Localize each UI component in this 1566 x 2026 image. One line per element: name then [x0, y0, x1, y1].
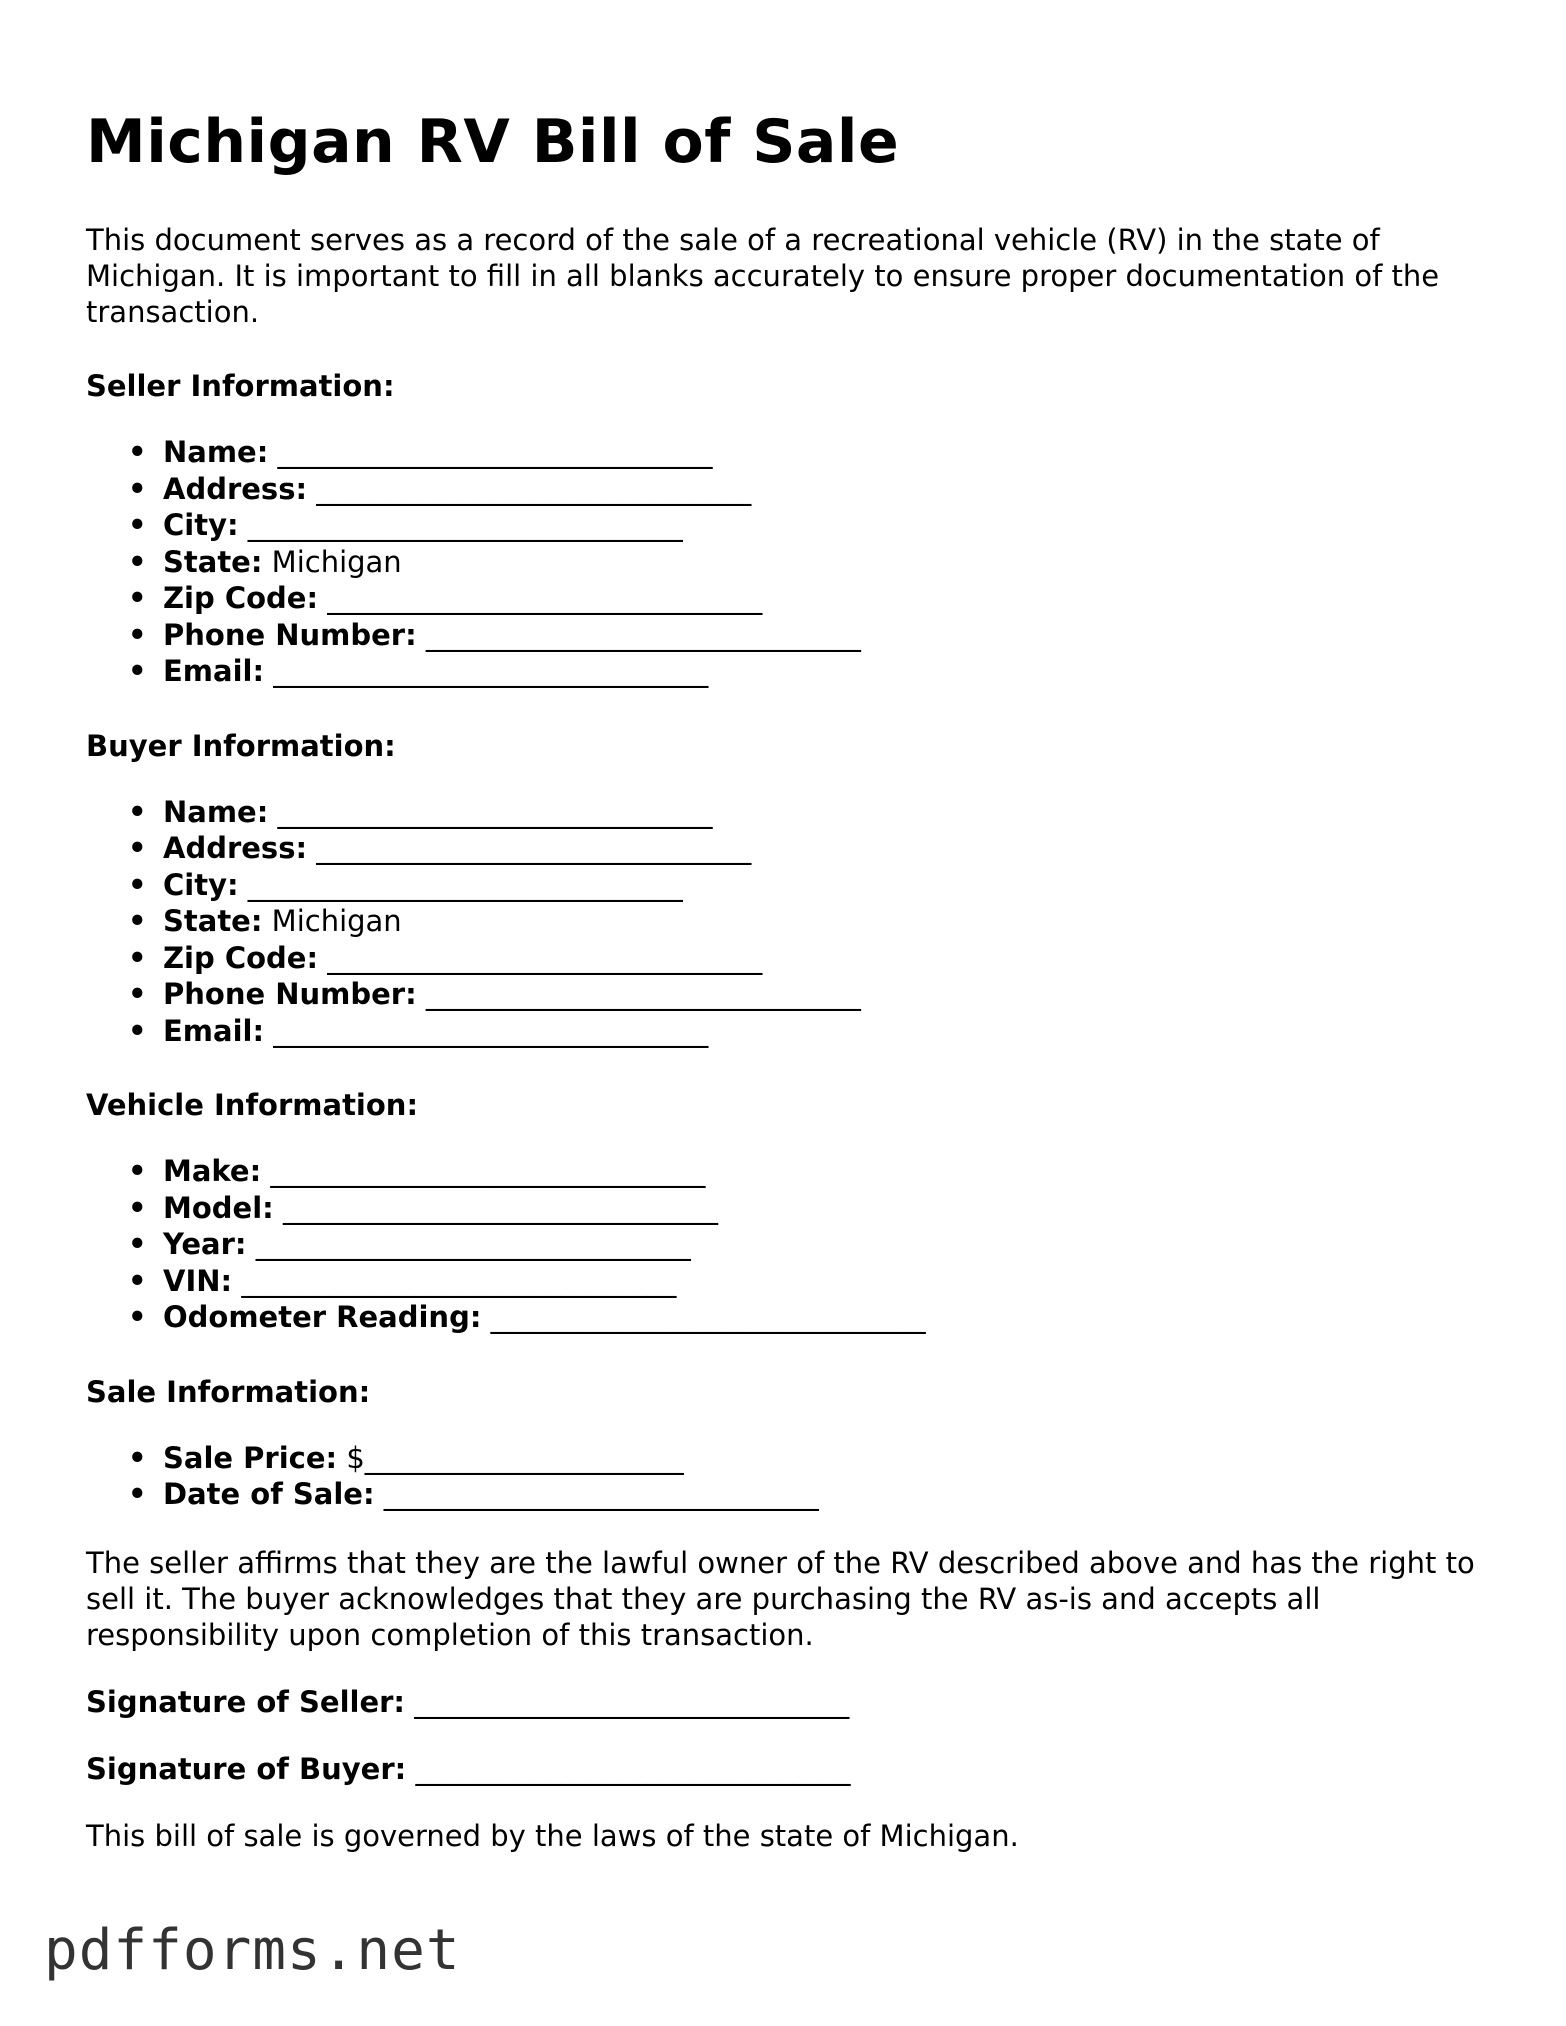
buyer-heading: Buyer Information:	[86, 728, 396, 763]
sale-price-field[interactable]: • Sale Price: $______________________	[128, 1440, 1486, 1477]
vehicle-vin-field[interactable]: • VIN: ______________________________	[128, 1263, 1486, 1300]
buyer-city-field[interactable]: • City: ______________________________	[128, 867, 1486, 904]
seller-city-field[interactable]: • City: ______________________________	[128, 507, 1486, 544]
seller-phone-field[interactable]: • Phone Number: ______________________________	[128, 617, 1486, 654]
seller-fields	[86, 434, 1486, 690]
seller-state-field: • State: Michigan	[128, 544, 1486, 581]
seller-zip-field[interactable]: • Zip Code: ______________________________	[128, 580, 1486, 617]
buyer-fields	[86, 794, 1486, 1050]
buyer-state-field: • State: Michigan	[128, 903, 1486, 940]
buyer-address-field[interactable]: • Address: ______________________________	[128, 830, 1486, 867]
buyer-signature-field[interactable]: Signature of Buyer: ______________________________	[86, 1751, 851, 1786]
vehicle-make-field[interactable]: • Make: ______________________________	[128, 1153, 1486, 1190]
watermark-logo: pdfforms.net	[44, 1918, 461, 1983]
seller-signature-field[interactable]: Signature of Seller: ______________________________	[86, 1684, 850, 1719]
buyer-email-field[interactable]: • Email: ______________________________	[128, 1013, 1486, 1050]
seller-email-field[interactable]: • Email: ______________________________	[128, 653, 1486, 690]
vehicle-odometer-field[interactable]: • Odometer Reading: ______________________________	[128, 1299, 1486, 1336]
seller-name-field[interactable]: • Name: ______________________________	[128, 434, 1486, 471]
document-page	[86, 100, 1486, 1880]
vehicle-fields	[86, 1153, 1486, 1336]
sale-heading: Sale Information:	[86, 1374, 371, 1409]
seller-address-field[interactable]: • Address: ______________________________	[128, 471, 1486, 508]
document-title: Michigan RV Bill of Sale	[86, 107, 900, 177]
sale-fields	[86, 1440, 1486, 1513]
vehicle-model-field[interactable]: • Model: ______________________________	[128, 1190, 1486, 1227]
buyer-phone-field[interactable]: • Phone Number: ______________________________	[128, 976, 1486, 1013]
intro-paragraph: This document serves as a record of the sale of a recreational vehicle (RV) in the state of Michigan. It is important to fill in all blanks accurately to ensure proper documentation of the transaction.	[86, 223, 1440, 329]
affirmation-paragraph: The seller affirms that they are the lawful owner of the RV described above and has the right to sell it. The buyer acknowledges that they are purchasing the RV as-is and accepts all responsibility upon completion of this transaction.	[86, 1545, 1475, 1652]
sale-date-field[interactable]: • Date of Sale: ______________________________	[128, 1476, 1486, 1513]
buyer-name-field[interactable]: • Name: ______________________________	[128, 794, 1486, 831]
seller-heading: Seller Information:	[86, 369, 395, 403]
vehicle-year-field[interactable]: • Year: ______________________________	[128, 1226, 1486, 1263]
governing-law-statement: This bill of sale is governed by the laws of the state of Michigan.	[86, 1818, 1019, 1853]
buyer-zip-field[interactable]: • Zip Code: ______________________________	[128, 940, 1486, 977]
vehicle-heading: Vehicle Information:	[86, 1088, 419, 1122]
